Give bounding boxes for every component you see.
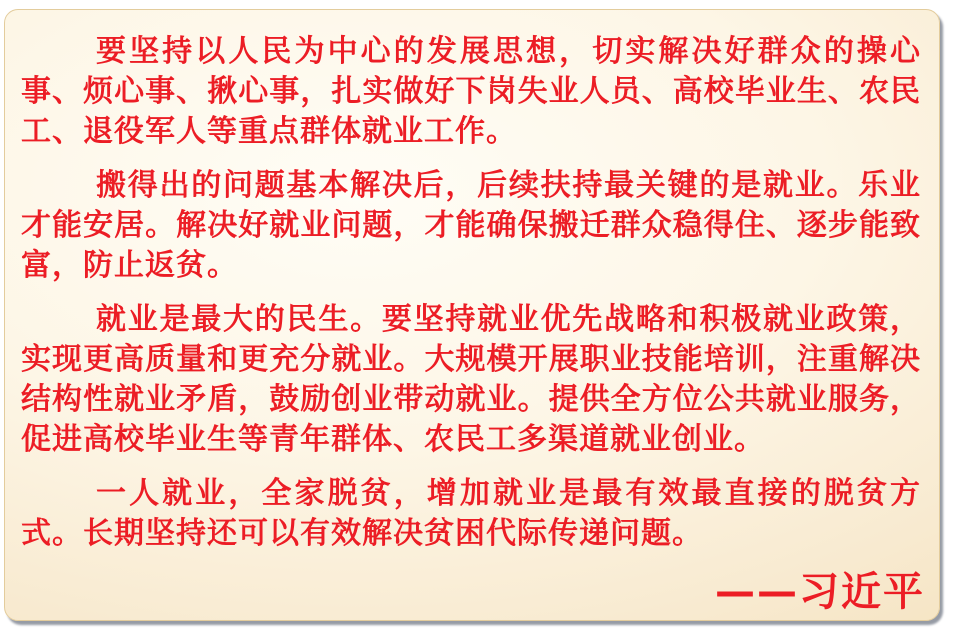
quote-paragraph-3: 就业是最大的民生。要坚持就业优先战略和积极就业政策，实现更高质量和更充分就业。大规模开展职业技能培训，注重解决结构性就业矛盾，鼓励创业带动就业。提供全方位公共就业服务，促进高校毕业生等青年群体、农民工多渠道就业创业。 [21, 302, 921, 457]
quote-paragraph-2: 搬得出的问题基本解决后，后续扶持最关键的是就业。乐业才能安居。解决好就业问题，才能确保搬迁群众稳得住、逐步能致富，防止返贫。 [21, 168, 921, 283]
quote-paragraph-1: 要坚持以人民为中心的发展思想，切实解决好群众的操心事、烦心事、揪心事，扎实做好下岗失业人员、高校毕业生、农民工、退役军人等重点群体就业工作。 [21, 34, 921, 149]
quote-card [4, 9, 940, 621]
quote-paragraph-4: 一人就业，全家脱贫，增加就业是最有效最直接的脱贫方式。长期坚持还可以有效解决贫困代际传递问题。 [21, 476, 921, 551]
quote-attribution: ——习近平 [715, 569, 925, 615]
